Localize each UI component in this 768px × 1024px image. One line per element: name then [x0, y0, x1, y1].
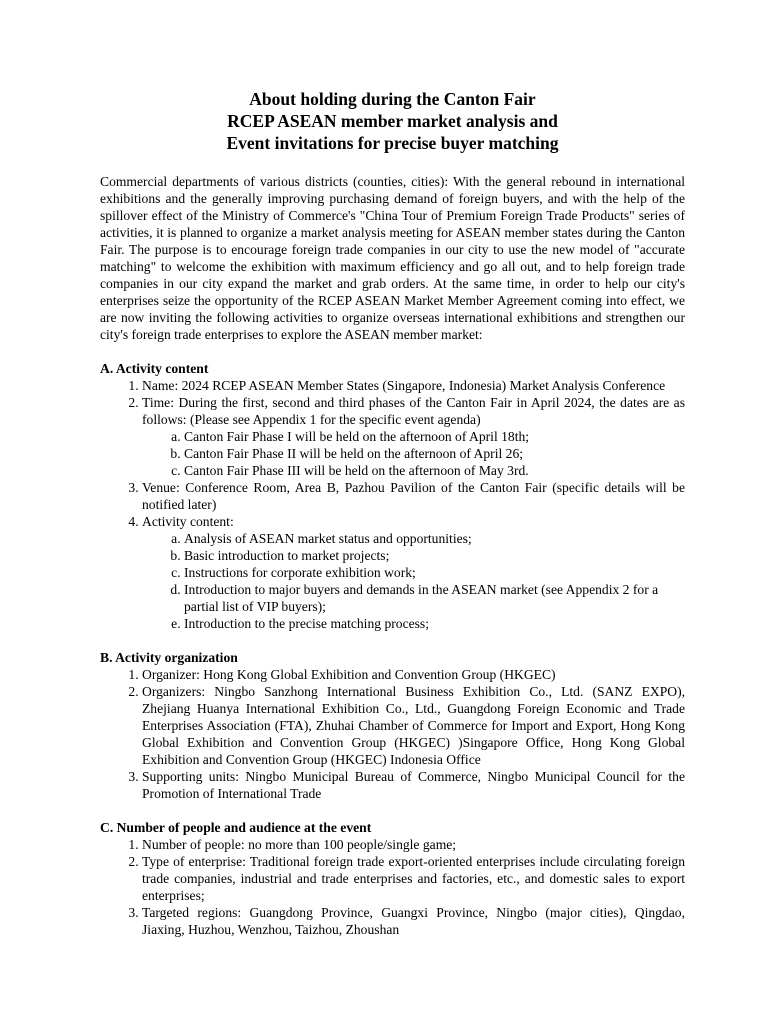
section-activity-organization	[100, 649, 685, 802]
section-heading: C. Number of people and audience at the event	[100, 820, 372, 835]
list-item: 2. Organizers: Ningbo Sanzhong International Business Exhibition Co., Ltd. (SANZ EXPO), Zhejiang Huanya International Exhibition Co., Ltd., Guangdong Foreign Economic and Trade Enterprises Association (FTA), Zhuhai Chamber of Commerce for Import and Export, Hong Kong Global Exhibition and Convention Group (HKGEC) )Singapore Office, Hong Kong Global Exhibition and Convention Group (HKGEC) Indonesia Office	[142, 683, 685, 768]
item-content: Activity content:	[142, 514, 234, 529]
section-activity-content	[100, 360, 685, 632]
sub-list-item: b. Canton Fair Phase II will be held on the afternoon of April 26;	[184, 445, 685, 462]
section-people-audience	[100, 819, 685, 938]
sub-list-item: d. Introduction to major buyers and demands in the ASEAN market (see Appendix 2 for a partial list of VIP buyers);	[184, 581, 685, 615]
activity-content-list	[100, 377, 685, 632]
title-line-2: RCEP ASEAN member market analysis and	[227, 111, 558, 131]
sub-list-item: c. Canton Fair Phase III will be held on the afternoon of May 3rd.	[184, 462, 685, 479]
document-title	[100, 88, 685, 154]
sub-list-item: a. Analysis of ASEAN market status and opportunities;	[184, 530, 685, 547]
list-item	[142, 479, 685, 513]
activity-organization-list	[100, 666, 685, 802]
list-item: 3. Supporting units: Ningbo Municipal Bureau of Commerce, Ningbo Municipal Council for the Promotion of International Trade	[142, 768, 685, 802]
intro-paragraph: Commercial departments of various districts (counties, cities): With the general rebound in international exhibitions and the generally improving purchasing demand of foreign buyers, and with the help of the spillover effect of the Ministry of Commerce's "China Tour of Premium Foreign Trade Products" series of activities, it is planned to organize a market analysis meeting for ASEAN member states during the Canton Fair. The purpose is to encourage foreign trade companies in our city to use the new model of "accurate matching" to welcome the exhibition with maximum efficiency and go all out, and to help foreign trade companies in our city expand the market and grab orders. At the same time, in order to help our city's enterprises seize the opportunity of the RCEP ASEAN Market Member Agreement coming into effect, we are now inviting the following activities to organize overseas international exhibitions and strengthen our city's foreign trade enterprises to explore the ASEAN member market:	[100, 174, 685, 342]
list-item: 1. Number of people: no more than 100 people/single game;	[142, 836, 685, 853]
content-sublist	[142, 530, 685, 632]
people-audience-list	[100, 836, 685, 938]
section-heading: B. Activity organization	[100, 650, 238, 665]
section-heading: A. Activity content	[100, 361, 209, 376]
list-item	[142, 513, 685, 632]
list-item: 2. Type of enterprise: Traditional foreign trade export-oriented enterprises include circulating foreign trade companies, industrial and trade enterprises and factories, etc., and domestic sales to export enterprises;	[142, 853, 685, 904]
item-name: Name: 2024 RCEP ASEAN Member States (Singapore, Indonesia) Market Analysis Conference	[142, 378, 666, 393]
title-line-1: About holding during the Canton Fair	[249, 89, 536, 109]
list-item: 1. Organizer: Hong Kong Global Exhibition and Convention Group (HKGEC)	[142, 666, 685, 683]
sub-list-item: c. Instructions for corporate exhibition work;	[184, 564, 685, 581]
sub-list-item: e. Introduction to the precise matching process;	[184, 615, 685, 632]
list-item	[142, 394, 685, 479]
title-line-3: Event invitations for precise buyer matching	[226, 133, 559, 153]
sub-list-item: b. Basic introduction to market projects;	[184, 547, 685, 564]
item-venue: Venue: Conference Room, Area B, Pazhou Pavilion of the Canton Fair (specific details will be notified later)	[142, 480, 685, 512]
time-sublist	[142, 428, 685, 479]
item-time: Time: During the first, second and third phases of the Canton Fair in April 2024, the dates are as follows: (Please see Appendix 1 for the specific event agenda)	[142, 395, 685, 427]
sub-list-item: a. Canton Fair Phase I will be held on the afternoon of April 18th;	[184, 428, 685, 445]
document-page	[100, 88, 685, 955]
list-item: 3. Targeted regions: Guangdong Province, Guangxi Province, Ningbo (major cities), Qingdao, Jiaxing, Huzhou, Wenzhou, Taizhou, Zhoushan	[142, 904, 685, 938]
list-item	[142, 377, 685, 394]
